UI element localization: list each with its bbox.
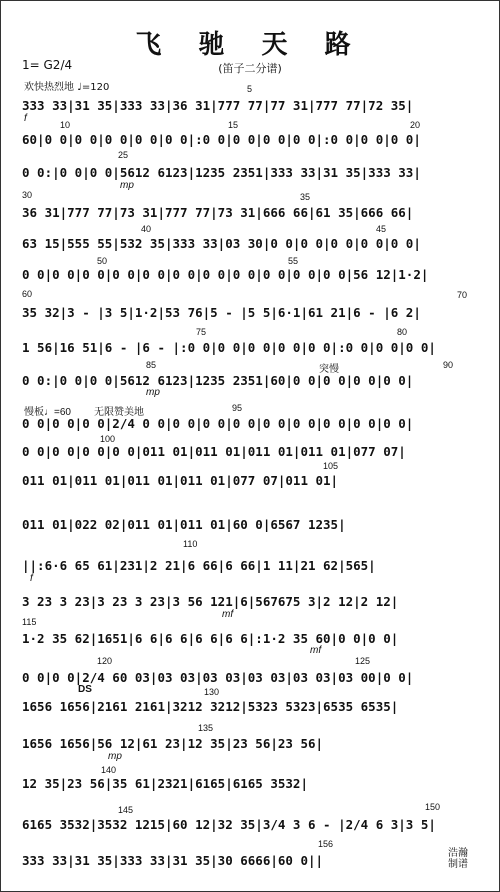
slow-tempo-marking: 慢板♩=60	[24, 407, 71, 418]
measure-number: 20	[410, 120, 421, 130]
measure-number: 85	[146, 360, 157, 370]
key-signature: 1= G2/4	[22, 58, 73, 72]
page-subtitle: (笛子二分谱)	[218, 62, 282, 75]
measure-number: 70	[457, 290, 468, 300]
measure-number: 35	[300, 192, 311, 202]
score-line: 333 33|31 35|333 33|31 35|30 6666|60 0||	[22, 853, 324, 868]
score-line: 0 0|0 0|0 0|2/4 0 0|0 0|0 0|0 0|0 0|0 0|0 0|0 0|0 0|	[22, 416, 414, 431]
measure-number: 95	[232, 403, 243, 413]
measure-number: 125	[355, 656, 371, 666]
dynamic-marking: mp	[120, 180, 134, 191]
score-line: 0 0|0 0|2/4 60 03|03 03|03 03|03 03|03 03|03 00|0 0|	[22, 670, 414, 685]
score-line: 12 35|23 56|35 61|2321|6165|6165 3532|	[22, 776, 308, 791]
measure-number: 15	[228, 120, 239, 130]
measure-number: 30	[22, 190, 33, 200]
score-line: ||:6·6 65 61|231|2 21|6 66|6 66|1 11|21 62|565|	[22, 558, 376, 573]
score-line: 3 23 3 23|3 23 3 23|3 56 121|6|567675 3|2 12|2 12|	[22, 594, 399, 609]
measure-number: 135	[198, 723, 214, 733]
measure-number: 90	[443, 360, 454, 370]
score-line: 011 01|011 01|011 01|011 01|077 07|011 01|	[22, 473, 339, 488]
measure-number: 100	[100, 434, 116, 444]
measure-number: 75	[196, 327, 207, 337]
measure-number: 50	[97, 256, 108, 266]
expression-marking: 无限赞美地	[94, 407, 144, 418]
measure-number: 115	[22, 617, 37, 627]
measure-number: 150	[425, 802, 441, 812]
score-line: 6165 3532|3532 1215|60 12|32 35|3/4 3 6 - |2/4 6 3|3 5|	[22, 817, 436, 832]
measure-number: 60	[22, 289, 33, 299]
measure-number: 120	[97, 656, 113, 666]
measure-number: 110	[183, 539, 198, 549]
tempo-change-marking: 突慢	[319, 364, 339, 375]
measure-number: 40	[141, 224, 152, 234]
score-line: 0 0|0 0|0 0|0 0|011 01|011 01|011 01|011 01|077 07|	[22, 444, 406, 459]
dynamic-marking: mp	[108, 751, 122, 762]
dynamic-marking: f	[24, 113, 27, 124]
measure-number: 55	[288, 256, 299, 266]
tempo-marking: 欢快热烈地 ♩=120	[24, 82, 110, 93]
score-line: 1 56|16 51|6 - |6 - |:0 0|0 0|0 0|0 0|0 0|:0 0|0 0|0 0|	[22, 340, 436, 355]
score-line: 63 15|555 55|532 35|333 33|03 30|0 0|0 0|0 0|0 0|0 0|	[22, 236, 421, 251]
dynamic-marking: mf	[222, 609, 234, 620]
measure-number: 10	[60, 120, 71, 130]
score-line: 0 0|0 0|0 0|0 0|0 0|0 0|0 0|0 0|0 0|0 0|0 0|56 12|1·2|	[22, 267, 429, 282]
score-line: 1656 1656|56 12|61 23|12 35|23 56|23 56|	[22, 736, 324, 751]
score-line: 0 0:|0 0|0 0|5612 6123|1235 2351|60|0 0|0 0|0 0|0 0|	[22, 373, 414, 388]
score-line: 011 01|022 02|011 01|011 01|60 0|6567 1235|	[22, 517, 346, 532]
measure-number: 80	[397, 327, 408, 337]
score-line: 333 33|31 35|333 33|36 31|777 77|77 31|777 77|72 35|	[22, 98, 414, 113]
measure-number: 140	[101, 765, 117, 775]
ds-marking: DS	[78, 684, 92, 695]
score-line: 36 31|777 77|73 31|777 77|73 31|666 66|61 35|666 66|	[22, 205, 414, 220]
page-title: 飞 驰 天 路	[135, 30, 365, 60]
measure-number: 5	[247, 84, 253, 94]
dynamic-marking: mp	[146, 387, 160, 398]
score-line: 1·2 35 62|1651|6 6|6 6|6 6|6 6|:1·2 35 60|0 0|0 0|	[22, 631, 399, 646]
dynamic-marking: f	[30, 573, 33, 584]
measure-number: 105	[323, 461, 339, 471]
score-line: 60|0 0|0 0|0 0|0 0|0 0|:0 0|0 0|0 0|0 0|:0 0|0 0|0 0|	[22, 132, 421, 147]
measure-number: 130	[204, 687, 220, 697]
measure-number: 156	[318, 839, 334, 849]
score-line: 1656 1656|2161 2161|3212 3212|5323 5323|6535 6535|	[22, 699, 399, 714]
measure-number: 45	[376, 224, 387, 234]
score-line: 0 0:|0 0|0 0|5612 6123|1235 2351|333 33|31 35|333 33|	[22, 165, 421, 180]
score-line: 35 32|3 - |3 5|1·2|53 76|5 - |5 5|6·1|61 21|6 - |6 2|	[22, 305, 421, 320]
measure-number: 145	[118, 805, 134, 815]
measure-number: 25	[118, 150, 129, 160]
arranger-credit: 浩瀚 制谱	[448, 848, 468, 870]
dynamic-marking: mf	[310, 645, 322, 656]
